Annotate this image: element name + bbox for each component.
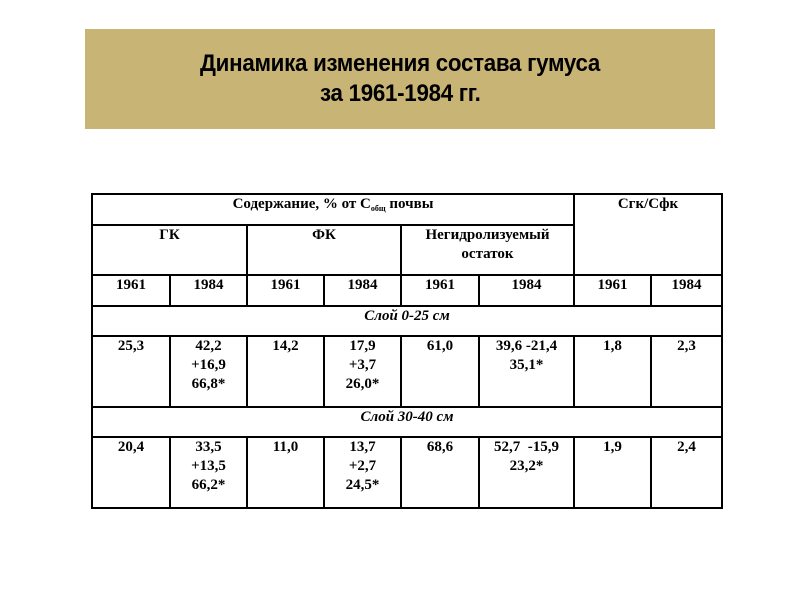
value-text: 52,7 -15,9 [494, 439, 559, 455]
year-cell: 1961 [401, 275, 479, 306]
value-text: 25,3 [117, 338, 145, 354]
year-cell: 1984 [170, 275, 247, 306]
value-text: 61,0 [426, 338, 454, 354]
percent-text: 35,1* [509, 357, 544, 373]
content-header-subscript: общ [370, 204, 386, 213]
value-cell [170, 437, 247, 508]
title-banner [85, 29, 715, 129]
percent-text: 26,0* [345, 376, 380, 392]
content-header [92, 194, 574, 225]
year-cell: 1984 [324, 275, 401, 306]
value-text: 2,4 [677, 439, 696, 455]
value-text: 2,3 [677, 338, 696, 354]
group-header-fk: ФК [247, 225, 401, 275]
value-text: 39,6 -21,4 [495, 338, 558, 354]
layer-label: Слой 0-25 см [92, 306, 722, 336]
ratio-header: Сгк/Сфк [574, 194, 722, 275]
value-text: 42,2 [195, 338, 222, 354]
value-cell [401, 336, 479, 407]
value-cell [92, 437, 170, 508]
title-line-1: Динамика изменения состава гумуса [200, 50, 600, 77]
group-header-residue: Негидролизуемый остаток [401, 225, 574, 275]
year-cell: 1961 [92, 275, 170, 306]
year-cell: 1961 [574, 275, 651, 306]
percent-text: 24,5* [345, 477, 380, 493]
value-cell [401, 437, 479, 508]
value-text: 1,8 [603, 338, 622, 354]
values-row-0-25 [92, 336, 722, 407]
year-cell: 1984 [651, 275, 722, 306]
year-cell: 1961 [247, 275, 324, 306]
years-row [92, 275, 722, 306]
value-cell [574, 336, 651, 407]
value-text: 13,7 [349, 439, 376, 455]
value-cell [324, 336, 401, 407]
value-cell [92, 336, 170, 407]
change-text: +16,9 [191, 357, 226, 373]
percent-text: 66,2* [191, 477, 226, 493]
value-cell [247, 336, 324, 407]
group-header-gk: ГК [92, 225, 247, 275]
humus-composition-table [91, 193, 723, 509]
value-text: 14,2 [272, 338, 299, 354]
value-cell [479, 336, 574, 407]
layer-row-30-40 [92, 407, 722, 437]
value-cell [574, 437, 651, 508]
value-cell [651, 437, 722, 508]
title-line-2: за 1961-1984 гг. [319, 80, 481, 107]
header-row-1 [92, 194, 722, 225]
value-text: 1,9 [603, 439, 622, 455]
percent-text: 23,2* [509, 458, 544, 474]
layer-label: Слой 30-40 см [92, 407, 722, 437]
value-cell [247, 437, 324, 508]
value-cell [479, 437, 574, 508]
value-cell [324, 437, 401, 508]
change-text: +13,5 [191, 458, 226, 474]
layer-row-0-25 [92, 306, 722, 336]
value-text: 11,0 [272, 439, 299, 455]
content-header-suffix: почвы [385, 196, 434, 212]
percent-text: 66,8* [191, 376, 226, 392]
value-text: 20,4 [117, 439, 145, 455]
value-text: 68,6 [426, 439, 454, 455]
content-header-text: Содержание, % от С [232, 196, 371, 212]
year-cell: 1984 [479, 275, 574, 306]
value-text: 17,9 [349, 338, 376, 354]
value-cell [651, 336, 722, 407]
value-cell [170, 336, 247, 407]
values-row-30-40 [92, 437, 722, 508]
change-text: +3,7 [348, 357, 377, 373]
value-text: 33,5 [195, 439, 222, 455]
change-text: +2,7 [348, 458, 377, 474]
